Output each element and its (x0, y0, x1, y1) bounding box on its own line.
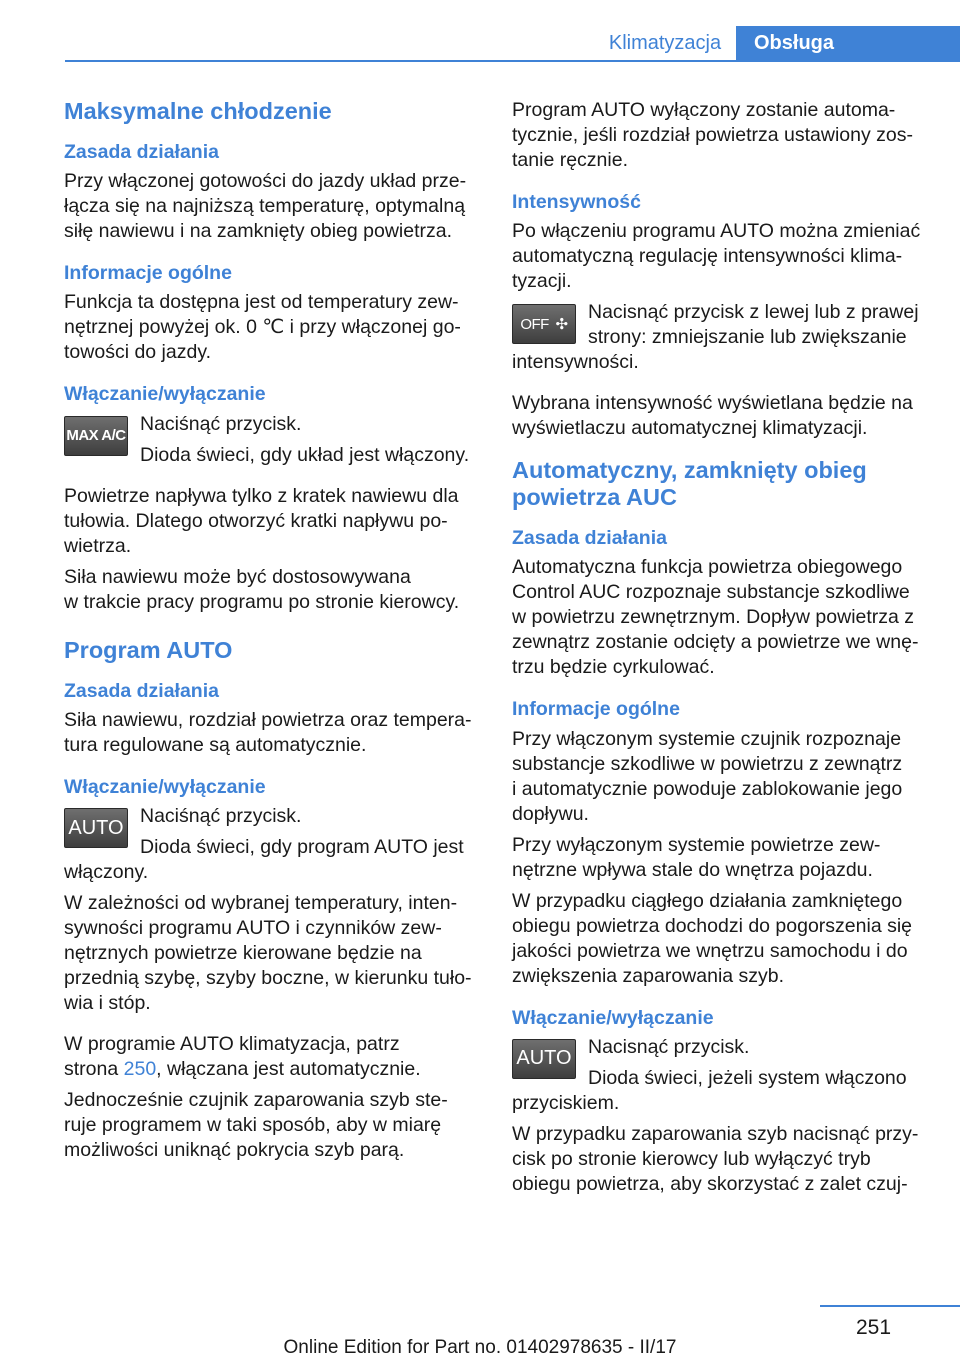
subheading-principle: Zasada działania (64, 679, 219, 702)
section-title-auc: Automatyczny, zamknięty obieg powietrza AUC (512, 457, 867, 511)
paragraph: Siła nawiewu, rozdział powietrza oraz tempera- tura regulowane są automatycznie. (64, 708, 472, 756)
instruction: przyciskiem. (512, 1091, 620, 1114)
button-instruction-auc (512, 1035, 930, 1091)
subheading-general-info: Informacje ogólne (512, 698, 680, 721)
instruction: włączony. (64, 861, 149, 884)
instruction: Naciśnąć przycisk. (140, 412, 302, 435)
instruction: Dioda świeci, gdy układ jest włączony. (140, 443, 470, 466)
paragraph: Funkcja ta dostępna jest od temperatury zew- nętrznej powyżej ok. 0 ℃ i przy włączonej go- towości do jazdy. (64, 291, 461, 364)
instruction: Naciśnąć przycisk. (140, 805, 302, 828)
intensity-button-icon (512, 304, 576, 344)
subheading-on-off: Włączanie/wyłączanie (64, 775, 266, 798)
instruction: Dioda świeci, gdy program AUTO jest (140, 836, 464, 859)
paragraph: Powietrze napływa tylko z kratek nawiewu dla tułowia. Dlatego otworzyć kratki napływu po- wietrza. (64, 484, 459, 557)
paragraph: W zależności od wybranej temperatury, inten- sywności programu AUTO i czynników zew- nętrznych powietrze kierowane będzie na przednią szybę, szyby boczne, w kierunku tuło- wia i stóp. (64, 892, 472, 1015)
paragraph: Przy włączonej gotowości do jazdy układ prze- łącza się na najniższą temperaturę, optymalną siłę nawiewu i na zamknięty obieg powietrza. (64, 170, 467, 243)
paragraph: Program AUTO wyłączony zostanie automa- tycznie, jeśli rozdział powietrza ustawiony zos- tanie ręcznie. (512, 99, 913, 171)
footer-rule (820, 1305, 960, 1307)
paragraph: Siła nawiewu może być dostosowywana w trakcie pracy programu po stronie kierowcy. (64, 565, 460, 613)
header-rule (65, 60, 960, 62)
section-title-auto: Program AUTO (64, 636, 233, 663)
paragraph: Wybrana intensywność wyświetlana będzie na wyświetlaczu automatycznej klimatyzacji. (512, 392, 913, 440)
button-instruction-intensity (512, 300, 930, 350)
subheading-general-info: Informacje ogólne (64, 262, 232, 285)
off-label: OFF (520, 315, 549, 333)
paragraph: Jednocześnie czujnik zaparowania szyb ste- ruje programem w taki sposób, aby w miarę możliwości uniknąć pokrycia szyb parą. (64, 1089, 448, 1162)
section-title-max-cooling: Maksymalne chłodzenie (64, 98, 332, 124)
online-edition-note: Online Edition for Part no. 01402978635 - II/17 (283, 1337, 677, 1358)
button-instruction-maxac (64, 412, 479, 468)
instruction: Nacisnąć przycisk z lewej lub z prawej (588, 301, 919, 324)
paragraph: Automatyczna funkcja powietrza obiegowego Control AUC rozpoznaje substancje szkodliwe w powietrzu zewnętrznym. Dopływ powietrza z zewnątrz zostanie odcięty a powietrze we wnę- trzu będzie cyrkulować. (512, 556, 919, 679)
instruction: Nacisnąć przycisk. (588, 1035, 750, 1058)
subheading-intensity: Intensywność (512, 191, 641, 213)
subheading-principle: Zasada działania (64, 140, 219, 163)
auto-button-icon: AUTO (64, 808, 128, 848)
subheading-on-off: Włączanie/wyłączanie (512, 1006, 714, 1029)
paragraph: Po włączeniu programu AUTO można zmieniać automatyczną regulację intensywności klima- tyzacji. (512, 220, 921, 293)
paragraph: Przy wyłączonym systemie powietrze zew- nętrzne wpływa stale do wnętrza pojazdu. (512, 833, 881, 881)
fan-icon: ✣ (555, 316, 568, 334)
max-ac-button-icon: MAX A/C (64, 416, 128, 456)
instruction: intensywności. (512, 351, 639, 374)
subheading-principle: Zasada działania (512, 526, 667, 549)
paragraph-auto-reference: W programie AUTO klimatyzacja, patrz strona 250, włączana jest automatycznie. (64, 1033, 421, 1081)
instruction: strony: zmniejszanie lub zwiększanie (588, 326, 907, 349)
paragraph: Przy włączonym systemie czujnik rozpoznaje substancje szkodliwe w powietrzu z zewnątrz i automatycznie powoduje zablokowanie jego dopływu. (512, 727, 903, 825)
paragraph: W przypadku ciągłego działania zamkniętego obiegu powietrza dochodzi do pogorszenia się jakości powietrza we wnętrzu samochodu i do zwiększenia zaparowania szyb. (512, 889, 913, 987)
page-link-250[interactable]: 250 (123, 1058, 157, 1081)
instruction: Dioda świeci, jeżeli system włączono (588, 1066, 907, 1089)
paragraph: W przypadku zaparowania szyb nacisnąć przy- cisk po stronie kierowcy lub wyłączyć tryb obiegu powietrza, aby skorzystać z zalet czuj- (512, 1122, 919, 1195)
right-column (512, 98, 930, 1197)
auto-button-icon: AUTO (512, 1039, 576, 1079)
button-instruction-auto (64, 804, 479, 860)
header-tab-klimatyzacja[interactable]: Klimatyzacja (608, 32, 722, 54)
subheading-on-off: Włączanie/wyłączanie (64, 383, 266, 406)
left-column (64, 98, 479, 1163)
page-number: 251 (856, 1316, 892, 1339)
header-tab-obsluga[interactable]: Obsługa (736, 26, 960, 60)
